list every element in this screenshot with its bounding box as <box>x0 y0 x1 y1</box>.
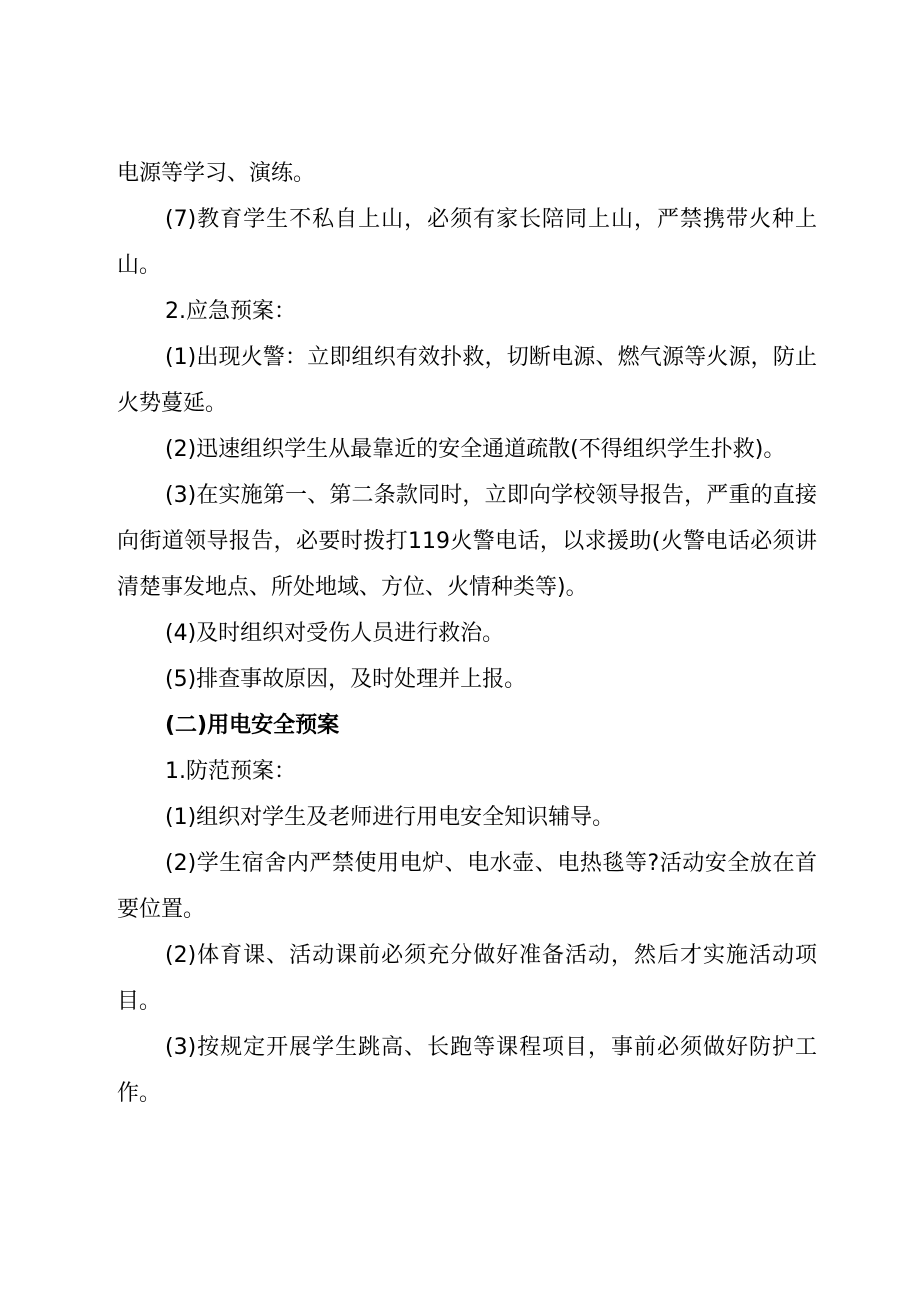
paragraph-prevention-item-2-dorm: (2)学生宿舍内严禁使用电炉、电水壶、电热毯等?活动安全放在首要位置。 <box>117 851 817 922</box>
paragraph-item-7-mountain: (7)教育学生不私自上山，必须有家长陪同上山，严禁携带火种上山。 <box>117 207 817 278</box>
paragraph-emergency-item-2: (2)迅速组织学生从最靠近的安全通道疏散(不得组织学生扑救)。 <box>165 437 786 462</box>
paragraph-emergency-item-1: (1)出现火警：立即组织有效扑救，切断电源、燃气源等火源，防止火势蔓延。 <box>117 345 817 416</box>
paragraph-continuation: 电源等学习、演练。 <box>117 161 316 186</box>
paragraph-emergency-plan-heading: 2.应急预案： <box>165 299 296 324</box>
paragraph-emergency-item-5: (5)排查事故原因，及时处理并上报。 <box>165 667 527 692</box>
section-heading-electric-safety: (二)用电安全预案 <box>165 713 340 738</box>
paragraph-prevention-plan-heading: 1.防范预案： <box>165 759 296 784</box>
document-body <box>117 151 817 1117</box>
paragraph-emergency-item-4: (4)及时组织对受伤人员进行救治。 <box>165 621 505 646</box>
paragraph-prevention-item-1: (1)组织对学生及老师进行用电安全知识辅导。 <box>165 805 615 830</box>
paragraph-prevention-item-2-pe: (2)体育课、活动课前必须充分做好准备活动，然后才实施活动项目。 <box>117 943 817 1014</box>
paragraph-emergency-item-3: (3)在实施第一、第二条款同时，立即向学校领导报告，严重的直接向街道领导报告，必要时拨打119火警电话，以求援助(火警电话必须讲清楚事发地点、所处地域、方位、火情种类等)。 <box>117 483 817 600</box>
paragraph-prevention-item-3: (3)按规定开展学生跳高、长跑等课程项目，事前必须做好防护工作。 <box>117 1035 817 1106</box>
